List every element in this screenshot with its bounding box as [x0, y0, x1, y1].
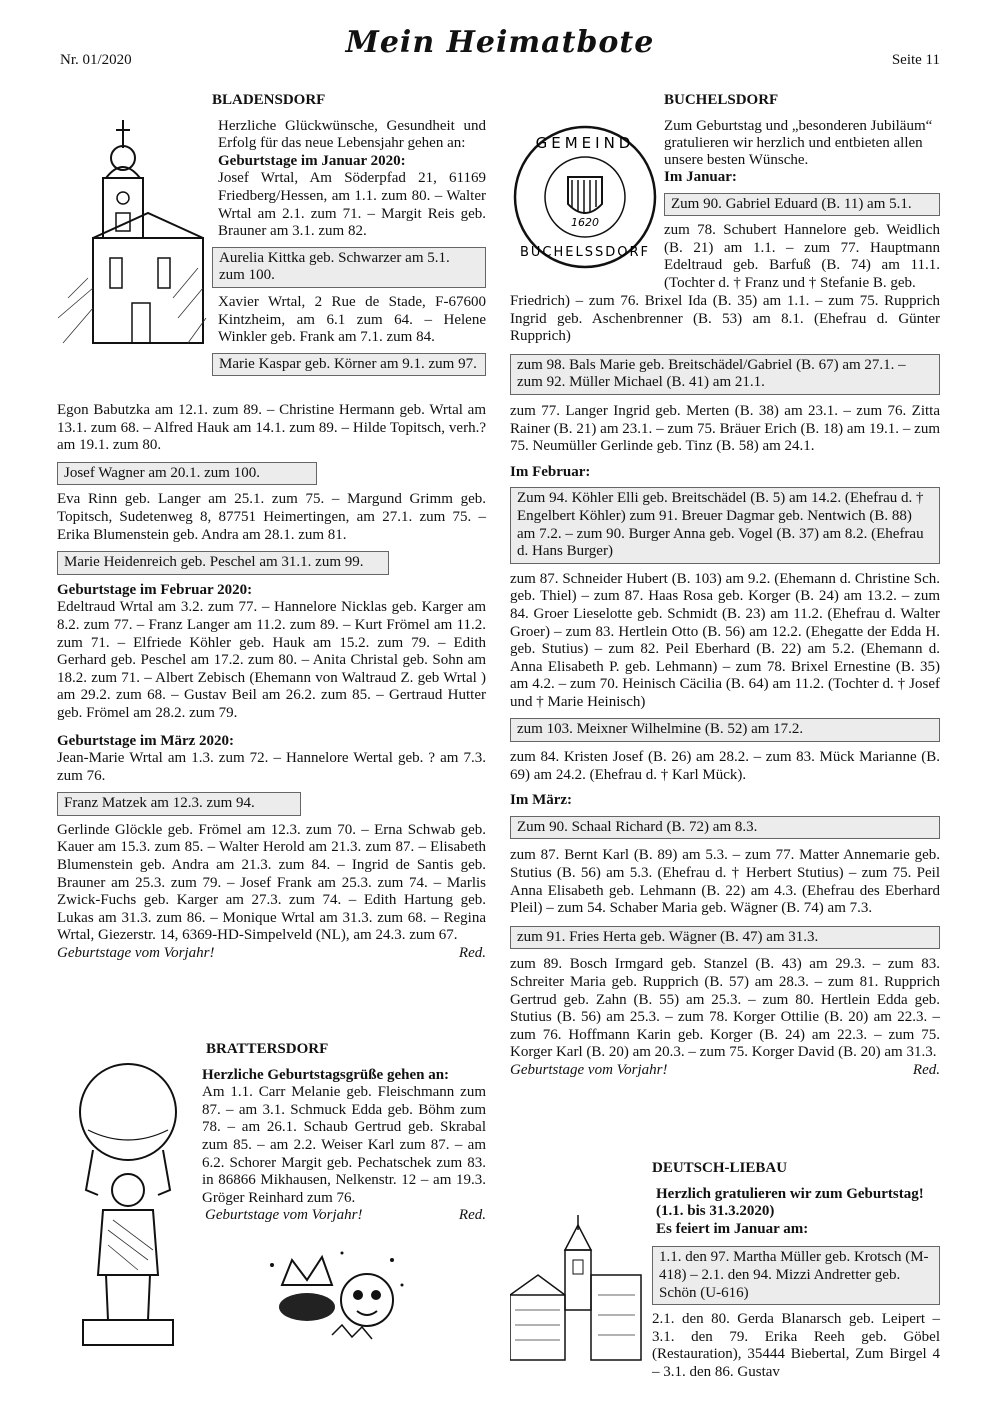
- bladensdorf-box-3: [57, 462, 317, 486]
- deutsch-liebau-title: DEUTSCH-LIEBAU: [652, 1160, 788, 1176]
- masthead: Mein Heimatbote: [345, 25, 655, 60]
- brattersdorf-para-1: Am 1.1. Carr Melanie geb. Fleischmann zum 87. – am 3.1. Schmuck Edda geb. Böhm zum 78. – am 26.1. Schaub Gertrud geb. Skrabal zum 85. – am 2.2. Weiser Karl zum 87. – am 6.2. Schorer Margit geb. Pechatschek zum 83. in 86866 Mikhausen, Nelkenstr. 12 – am 19.3. Gröger Reinhard zum 76.: [202, 1084, 486, 1206]
- buchelsdorf-seal: [510, 122, 660, 272]
- bladensdorf-box-4: [57, 551, 389, 575]
- buchelsdorf-section-body: [510, 293, 940, 1080]
- buchelsdorf-para-2: zum 77. Langer Ingrid geb. Merten (B. 38) am 23.1. – zum 76. Zitta Rainer (B. 21) am 23.1. – zum 75. Bräuer Erich (B. 18) am 19.1. – zum 75. Neumüller Gerlinde geb. Tinz (B. 58) am 24.1.: [510, 402, 940, 455]
- box-text: zum 98. Bals Marie geb. Breitschädel/Gabriel (B. 67) am 27.1. – zum 92. Müller Michael (B. 41) am 21.1.: [517, 356, 906, 391]
- editor-mark: Red.: [458, 945, 486, 962]
- footer-note: Geburtstage vom Vorjahr!: [510, 1061, 668, 1078]
- box-text: 1.1. den 97. Martha Müller geb. Krotsch (M-418) – 2.1. den 94. Mizzi Andretter geb. Schön (U-616): [659, 1249, 929, 1301]
- bladensdorf-para-1: Josef Wrtal, Am Söderpfad 21, 61169 Friedberg/Hessen, am 1.1. zum 80. – Walter Wrtal am 2.1. zum 71. – Margit Reis geb. Brauner am 3.1. zum 82.: [218, 170, 486, 240]
- bladensdorf-para-5: Edeltraud Wrtal am 3.2. zum 77. – Hannelore Nicklas geb. Karger am 8.2. zum 77. – Franz Langer am 11.2. zum 89. – Kurt Frömel am 11.2. zum 71. – Elfriede Köhler geb. Hauk am 15.2. zum 79. – Edith Gerhard geb. Peschel am 17.2. zum 80. – Anita Christal geb. Sohn am 18.2. zum 71. – Albert Zebisch (Ehemann von Waltraud Z. geb Wrtal ) am 29.2. zum 68. – Gustav Beil am 26.2. zum 85. – Gertraud Hutter geb. Frömel am 28.2. zum 79.: [57, 599, 486, 721]
- buchelsdorf-intro-wrap: [664, 118, 940, 293]
- seal-year: 1620: [571, 216, 599, 229]
- buchelsdorf-box-4: [510, 718, 940, 742]
- footer-note: Geburtstage vom Vorjahr!: [57, 945, 215, 962]
- bladensdorf-footer: [57, 945, 486, 963]
- buchelsdorf-jan-heading: Im Januar:: [664, 169, 737, 185]
- deutsch-liebau-section: [652, 1160, 940, 1382]
- bladensdorf-para-4: Eva Rinn geb. Langer am 25.1. zum 75. – Margund Grimm geb. Topitsch, Sudetenweg 8, 87751 Heimertingen, am 27.1. zum 75. – Erika Blumenstein geb. Andra am 28.1. zum 81.: [57, 491, 486, 543]
- deutsch-liebau-box-1: [652, 1246, 940, 1305]
- buchelsdorf-mar-heading: Im März:: [510, 792, 573, 809]
- buchelsdorf-para-4: zum 84. Kristen Josef (B. 26) am 28.2. – zum 83. Mück Marianne (B. 69) am 24.2. (Ehefrau d. † Karl Mück).: [510, 749, 940, 783]
- buchelsdorf-title: BUCHELSDORF: [664, 92, 779, 108]
- bladensdorf-para-3: Egon Babutzka am 12.1. zum 89. – Christine Hermann geb. Wrtal am 13.1. zum 68. – Alfred Hauk am 14.1. zum 89. – Hilde Topitsch, verh.? am 19.1. zum 80.: [57, 402, 486, 454]
- buchelsdorf-para-6: zum 89. Bosch Irmgard geb. Stanzel (B. 43) am 29.3. – zum 83. Schreiter Maria geb. Rupprich (B. 57) am 28.3. – zum 81. Rupprich Gertrud geb. Zahn (B. 55) am 25.3. – zum 80. Hertlein Edda geb. Stutius (B. 56) am 25.3. – zum 78. Korger Ottilie (B. 20) am 22.3. – zum 76. Hoffmann Karin geb. Korger (B. 24) am 22.3. – zum 75. Korger Karl (B. 20) am 20.3. – zum 75. Korger David (B. 20) am 31.3.: [510, 956, 940, 1061]
- buchelsdorf-box-2: [510, 354, 940, 395]
- box-text: zum 103. Meixner Wilhelmine (B. 52) am 17.2.: [517, 721, 804, 738]
- buchelsdorf-feb-heading: Im Februar:: [510, 463, 591, 480]
- bladensdorf-title: BLADENSDORF: [212, 92, 326, 108]
- buchelsdorf-para-3: zum 87. Schneider Hubert (B. 103) am 9.2. (Ehemann d. Christine Sch. geb. Thiel) – zum 87. Haas Rosa geb. Korger (B. 24) am 13.2. – zum 84. Groer Lieselotte geb. Schmidt (B. 23) am 11.2. (Ehefrau d. Walter Groer) – zum 83. Hertlein Otto (B. 56) am 12.2. (Ehegatte der Edda H. geb. Stutius) – zum 82. Peil Eberhard (B. 22) am 5.2. (Ehemann d. Anna Elisabeth P. geb. Lehmann) – zum 78. Brixel Ernestine (B. 35) am 4.2. – zum 70. Heinisch Cäcilia (B. 64) am 11.2. (Tochter d. † Josef und † Marie Heinisch): [510, 570, 940, 710]
- footer-note: Geburtstage vom Vorjahr!: [205, 1207, 363, 1224]
- seal-text-top: GEMEIND: [535, 134, 635, 152]
- page-number: Seite 11: [891, 52, 940, 68]
- bladensdorf-para-7: Gerlinde Glöckle geb. Frömel am 12.3. zum 70. – Erna Schwab geb. Kauer am 15.3. zum 85. – Walter Herold am 21.3. zum 87. – Elisabeth Blumenstein geb. Andra am 21.3. zum 84. – Ingrid de Santis geb. Brauner am 25.3. zum 79. – Josef Frank am 25.3. zum 74. – Marlis Zwick-Fuchs geb. Karger am 27.3. zum 74. – Edith Hartung geb. Lukas am 31.3. zum 86. – Monique Wrtal am 31.3. zum 68. – Regina Wrtal, Giezerstr. 14, 6369-HD-Simpelveld (NL), am 24.3. zum 67.: [57, 821, 486, 944]
- brattersdorf-title: BRATTERSDORF: [206, 1041, 329, 1057]
- carnival-masks-illustration: [262, 1245, 412, 1345]
- deutsch-liebau-intro-2: (1.1. bis 31.3.2020): [656, 1203, 775, 1220]
- bladensdorf-box-1: [212, 247, 486, 288]
- bladensdorf-para-2: Xavier Wrtal, 2 Rue de Stade, F-67600 Kintzheim, am 6.1 zum 64. – Helene Winkler geb. Frank am 7.1. zum 84.: [218, 293, 486, 346]
- bladensdorf-intro: Herzliche Glückwünsche, Gesundheit und Erfolg für das neue Lebensjahr gehen an:: [218, 117, 486, 152]
- buchelsdorf-box-5: [510, 816, 940, 840]
- box-text: zum 91. Fries Herta geb. Wägner (B. 47) am 31.3.: [517, 928, 819, 945]
- brattersdorf-section: [202, 1041, 486, 1225]
- editor-mark: Red.: [458, 1207, 486, 1224]
- buchelsdorf-footer: [510, 1062, 940, 1080]
- bladensdorf-section-bottom: [57, 402, 486, 963]
- box-text: Zum 90. Schaal Richard (B. 72) am 8.3.: [517, 818, 758, 835]
- bladensdorf-box-5: [57, 792, 301, 816]
- buchelsdorf-intro: Zum Geburtstag und „besonderen Jubiläum“ gratulieren wir herzlich und entbieten allen unsere besten Wünsche.: [664, 118, 933, 168]
- bladensdorf-feb-heading: Geburtstage im Februar 2020:: [57, 581, 253, 598]
- buchelsdorf-box-6: [510, 926, 940, 950]
- brattersdorf-footer: [202, 1207, 486, 1225]
- bladensdorf-jan-heading: Geburtstage im Januar 2020:: [218, 152, 406, 169]
- box-text: Marie Kaspar geb. Körner am 9.1. zum 97.: [219, 355, 477, 372]
- buchelsdorf-title-wrap: [664, 92, 778, 110]
- deutsch-liebau-para-1: 2.1. den 80. Gerda Blanarsch geb. Leipert – 3.1. den 79. Erika Reeh geb. Göbel (Restauration), 35444 Biebertal, Zum Birgel 4 – 3.1. den 86. Gustav: [652, 1311, 940, 1380]
- brattersdorf-intro: Herzliche Geburtstagsgrüße gehen an:: [202, 1066, 450, 1083]
- deutsch-liebau-intro-1: Herzlich gratulieren wir zum Geburtstag!: [656, 1185, 924, 1202]
- deutsch-liebau-intro-3: Es feiert im Januar am:: [656, 1220, 809, 1237]
- editor-mark: Red.: [912, 1061, 940, 1078]
- issue-number: Nr. 01/2020: [60, 52, 132, 68]
- bladensdorf-para-6: Jean-Marie Wrtal am 1.3. zum 72. – Hannelore Wertal geb. ? am 7.3. zum 76.: [57, 750, 486, 784]
- box-text: Josef Wagner am 20.1. zum 100.: [64, 464, 260, 481]
- buchelsdorf-para-1: zum 78. Schubert Hannelore geb. Weidlich (B. 21) am 1.1. – zum 77. Hauptmann Edeltraud geb. Barfuß (B. 74) am 11.1. (Tochter d. † Franz und † Stefanie B. geb.: [664, 222, 940, 291]
- box-text: Franz Matzek am 12.3. zum 94.: [64, 795, 255, 812]
- town-illustration: [510, 1215, 648, 1365]
- buchelsdorf-para-5: zum 87. Bernt Karl (B. 89) am 5.3. – zum 77. Matter Annemarie geb. Stutius (B. 56) am 5.3. (Ehefrau d. † Herbert Stutius) – zum 75. Peil Anna Elisabeth geb. Lehmann (B. 22) am 4.3. (Ehefrau des Eberhard Pleil) – zum 54. Schaber Maria geb. Wägner (B. 74) am 7.3.: [510, 847, 940, 917]
- bladensdorf-box-2: [212, 353, 486, 377]
- box-text: Aurelia Kittka geb. Schwarzer am 5.1. zum 100.: [219, 249, 450, 284]
- box-text: Marie Heidenreich geb. Peschel am 31.1. zum 99.: [64, 554, 364, 571]
- buchelsdorf-box-3: [510, 487, 940, 563]
- buchelsdorf-box-1: [664, 193, 940, 217]
- page-header: [0, 25, 1000, 74]
- bladensdorf-section-top: [212, 92, 486, 376]
- buchelsdorf-para-1b: Friedrich) – zum 76. Brixel Ida (B. 35) am 1.1. – zum 75. Rupprich Ingrid geb. Aschenbrenner (B. 53) am 8.1. (Ehefrau d. Günter Rupprich): [510, 293, 940, 345]
- seal-text-bottom: BUCHELSSDORF: [520, 245, 650, 260]
- bladensdorf-mar-heading: Geburtstage im März 2020:: [57, 732, 235, 749]
- church-illustration: [58, 118, 208, 348]
- box-text: Zum 94. Köhler Elli geb. Breitschädel (B. 5) am 14.2. (Ehefrau d. † Engelbert Köhler) zum 91. Breuer Dagmar geb. Nentwich (B. 88) am 7.2. – zum 90. Burger Anna geb. Vogel (B. 37) am 8.2. (Ehefrau d. Hans Burger): [517, 490, 924, 560]
- statue-illustration: [58, 1060, 198, 1350]
- box-text: Zum 90. Gabriel Eduard (B. 11) am 5.1.: [671, 195, 912, 212]
